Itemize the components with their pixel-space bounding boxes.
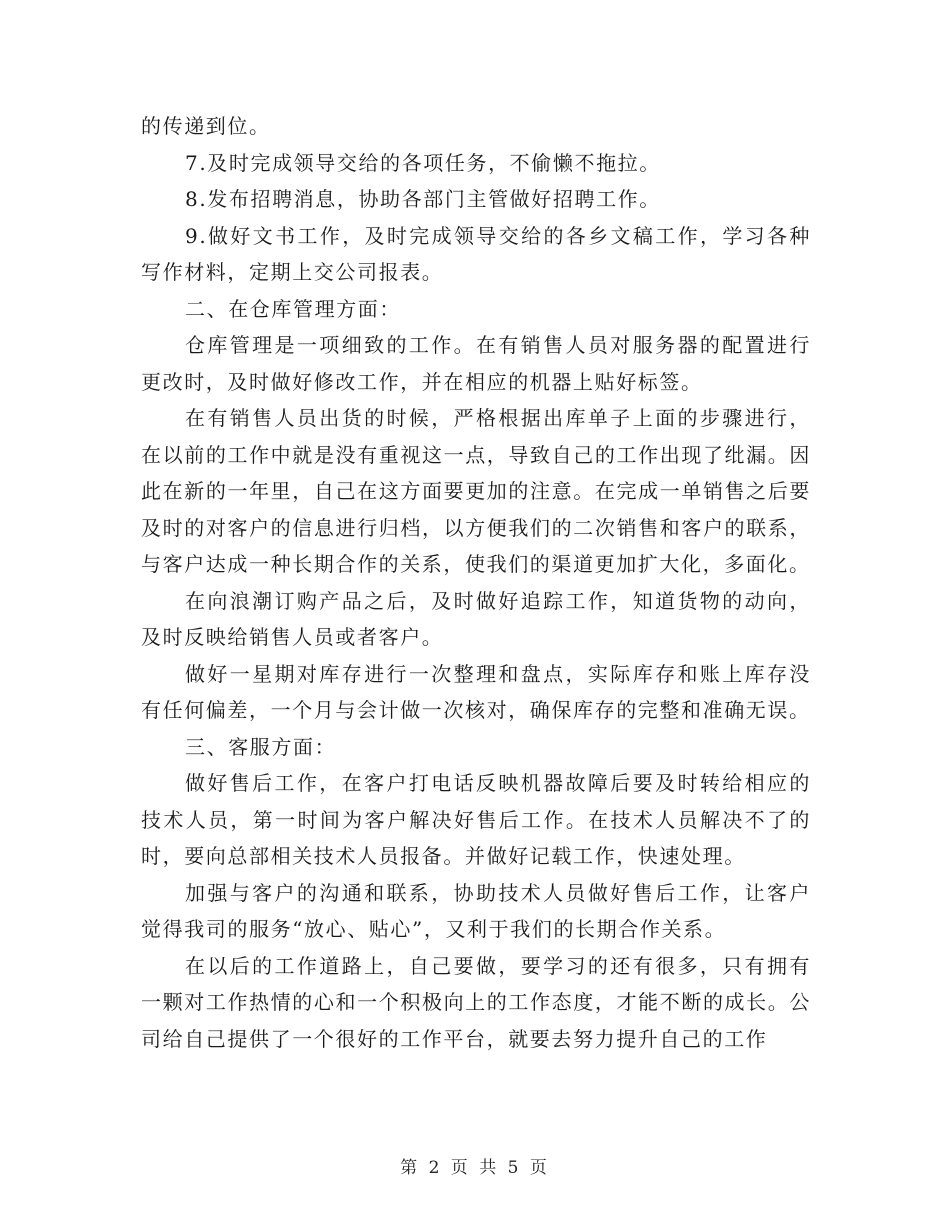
paragraph-8: 在向浪潮订购产品之后，及时做好追踪工作，知道货物的动向，及时反映给销售人员或者客户。 — [141, 588, 811, 649]
paragraph-3: 8.发布招聘消息，协助各部门主管做好招聘工作。 — [185, 187, 661, 211]
page-number-footer: 第 2 页 共 5 页 — [400, 1158, 550, 1178]
paragraph-2: 7.及时完成领导交给的各项任务，不偷懒不拖拉。 — [185, 150, 661, 175]
paragraph-4: 9.做好文书工作，及时完成领导交给的各乡文稿工作，学习各种写作材料，定期上交公司报表。 — [141, 223, 811, 284]
paragraph-7: 在有销售人员出货的时候，严格根据出库单子上面的步骤进行，在以前的工作中就是没有重视这一点，导致自己的工作出现了纰漏。因此在新的一年里，自己在这方面要更加的注意。在完成一单销售之后要及时的对客户的信息进行归档，以方便我们的二次销售和客户的联系，与客户达成一种长期合作的关系，使我们的渠道更加扩大化，多面化。 — [141, 406, 811, 576]
paragraph-12: 加强与客户的沟通和联系，协助技术人员做好售后工作，让客户觉得我司的服务“放心、贴心”，又利于我们的长期合作关系。 — [141, 880, 811, 941]
paragraph-13: 在以后的工作道路上，自己要做，要学习的还有很多，只有拥有一颗对工作热情的心和一个积极向上的工作态度，才能不断的成长。公司给自己提供了一个很好的工作平台，就要去努力提升自己的工作 — [141, 953, 811, 1051]
paragraph-1: 的传递到位。 — [141, 114, 271, 138]
paragraph-6: 仓库管理是一项细致的工作。在有销售人员对服务器的配置进行更改时，及时做好修改工作，并在相应的机器上贴好标签。 — [141, 333, 811, 394]
section-heading-customer-service: 三、客服方面： — [185, 734, 337, 759]
section-heading-warehouse: 二、在仓库管理方面： — [185, 296, 401, 321]
paragraph-11: 做好售后工作，在客户打电话反映机器故障后要及时转给相应的技术人员，第一时间为客户解决好售后工作。在技术人员解决不了的时，要向总部相关技术人员报备。并做好记载工作，快速处理。 — [141, 771, 811, 868]
paragraph-9: 做好一星期对库存进行一次整理和盘点，实际库存和账上库存没有任何偏差，一个月与会计做一次核对，确保库存的完整和准确无误。 — [141, 661, 811, 722]
document-body — [141, 108, 811, 1057]
